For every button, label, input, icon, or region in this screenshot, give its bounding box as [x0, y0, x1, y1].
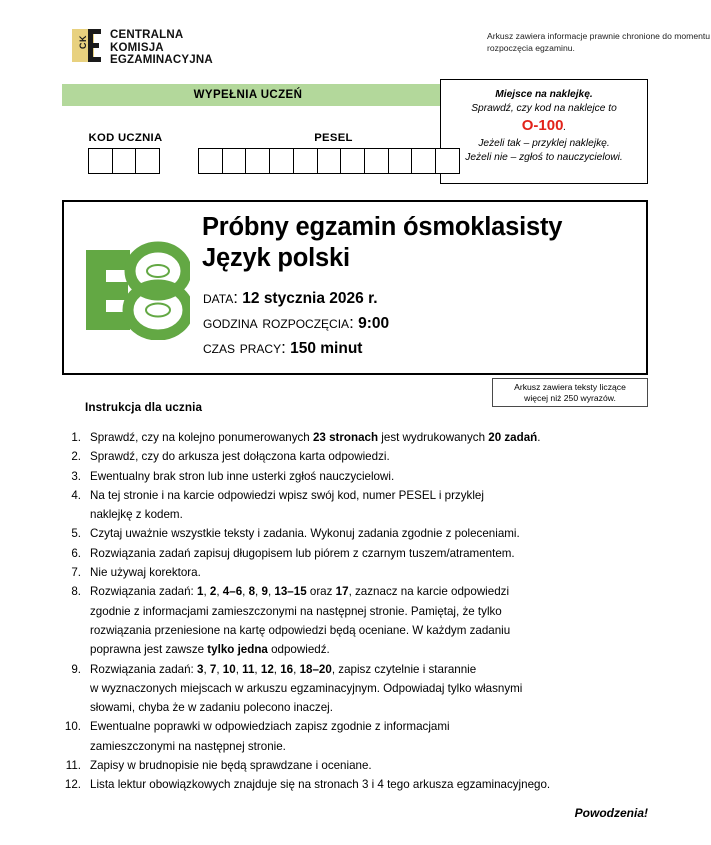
instruction-item — [62, 717, 642, 756]
instruction-text: Rozwiązania zadań: 3, 7, 10, 11, 12, 16, 18–20, zapisz czytelnie i starannie w wyznaczonych miejscach w arkuszu egzaminacyjnym. Odpowiadaj tylko własnymi słowami, chyba że w zadaniu polecono inaczej. — [90, 662, 523, 715]
exam-meta-row-start-time — [203, 311, 389, 336]
exam-meta-value-date: 12 stycznia 2026 r. — [242, 290, 378, 307]
instructions-list — [62, 428, 642, 795]
sticker-code-line — [441, 116, 647, 137]
closing-wish: Powodzenia! — [574, 806, 648, 820]
instruction-item — [62, 582, 642, 659]
instruction-number: 8. — [71, 585, 81, 599]
exam-meta-label-date: data: — [203, 288, 238, 307]
instruction-number: 1. — [71, 431, 81, 444]
sticker-if-no: Jeżeli nie – zgłoś to nauczycielowi. — [465, 152, 623, 163]
exam-title-line-2: Język polski — [202, 244, 350, 272]
sticker-if-yes: Jeżeli tak – przyklej naklejkę. — [478, 138, 610, 149]
cke-logo-text — [110, 29, 213, 67]
cke-logo-line-2: KOMISJA — [110, 41, 164, 54]
instruction-text: Rozwiązania zadań: 1, 2, 4–6, 8, 9, 13–15 oraz 17, zaznacz na karcie odpowiedzi zgodnie z informacjami zamieszczonymi na następnej stronie. Pamiętaj, że tylko rozwiązania przeniesione na kartę odpowiedzi będą oceniane. W każdym zadaniu poprawna jest zawsze tylko jedna odpowiedź. — [90, 585, 511, 657]
e8-logo-icon — [82, 240, 190, 340]
instruction-text: Nie używaj korektora. — [90, 566, 201, 580]
wordcount-notice-box — [492, 378, 648, 407]
kod-ucznia-cell[interactable] — [135, 148, 160, 174]
exam-meta-label-duration: czas pracy: — [203, 338, 286, 357]
sticker-placement-box — [440, 79, 648, 184]
instruction-item — [62, 660, 642, 718]
instruction-text: Rozwiązania zadań zapisuj długopisem lub piórem z czarnym tuszem/atramentem. — [90, 546, 515, 560]
instruction-number: 6. — [71, 546, 81, 560]
exam-meta-value-start-time: 9:00 — [358, 315, 390, 332]
instruction-number: 11. — [65, 759, 81, 773]
exam-meta-row-date — [203, 286, 389, 311]
wordcount-notice-line-1: Arkusz zawiera teksty liczące — [514, 382, 626, 392]
pesel-cell[interactable] — [435, 148, 460, 174]
instruction-text: Ewentualny brak stron lub inne usterki zgłoś nauczycielowi. — [90, 469, 395, 483]
instruction-item — [62, 486, 642, 525]
instruction-number: 2. — [71, 450, 81, 464]
instructions-heading: Instrukcja dla ucznia — [85, 401, 203, 414]
instruction-text: Lista lektur obowiązkowych znajduje się na stronach 3 i 4 tego arkusza egzaminacyjnego. — [90, 778, 551, 792]
instruction-number: 3. — [71, 469, 81, 483]
cke-logo-line-3: EGZAMINACYJNA — [110, 54, 213, 67]
instruction-item — [62, 467, 642, 486]
instruction-item — [62, 544, 642, 563]
exam-title — [202, 212, 632, 274]
sticker-title: Miejsce na naklejkę. — [495, 89, 593, 100]
pesel-cell[interactable] — [364, 148, 389, 174]
exam-meta-value-duration: 150 minut — [290, 340, 363, 357]
pesel-cell[interactable] — [317, 148, 342, 174]
instruction-text: Na tej stronie i na karcie odpowiedzi wpisz swój kod, numer PESEL i przyklej naklejkę z kodem. — [90, 488, 484, 522]
instruction-text: Sprawdź, czy na kolejno ponumerowanych 23 stronach jest wydrukowanych 20 zadań. — [90, 431, 541, 444]
cke-logo — [72, 29, 213, 67]
sticker-code: O-100 — [521, 117, 564, 134]
cke-logo-mark-icon — [72, 29, 101, 62]
kod-ucznia-label: KOD UCZNIA — [88, 132, 163, 144]
pesel-group — [198, 132, 469, 174]
exam-title-line-1: Próbny egzamin ósmoklasisty — [202, 213, 563, 241]
instruction-item — [62, 428, 642, 447]
pesel-cell[interactable] — [293, 148, 318, 174]
cke-logo-mark-text: CK — [78, 35, 88, 49]
instruction-item — [62, 775, 642, 794]
cke-logo-line-1: CENTRALNA — [110, 29, 184, 41]
kod-ucznia-cell[interactable] — [88, 148, 113, 174]
exam-meta-label-start-time: godzina rozpoczęcia: — [203, 313, 354, 332]
wordcount-notice-line-2: więcej niż 250 wyrazów. — [524, 393, 616, 403]
exam-title-box — [62, 200, 648, 375]
instruction-text: Sprawdź, czy do arkusza jest dołączona karta odpowiedzi. — [90, 450, 390, 464]
instruction-number: 9. — [71, 662, 81, 676]
instruction-item — [62, 447, 642, 466]
pesel-cell[interactable] — [411, 148, 436, 174]
instruction-item — [62, 563, 642, 582]
pesel-cell[interactable] — [222, 148, 247, 174]
instruction-number: 7. — [71, 566, 81, 580]
kod-ucznia-group — [88, 132, 163, 174]
sticker-code-suffix: . — [563, 122, 567, 133]
pesel-input[interactable] — [198, 148, 469, 174]
instruction-text: Czytaj uważnie wszystkie teksty i zadania. Wykonuj zadania zgodnie z poleceniami. — [90, 527, 520, 541]
kod-ucznia-cell[interactable] — [112, 148, 137, 174]
instruction-item — [62, 756, 642, 775]
exam-meta — [203, 286, 389, 361]
pesel-cell[interactable] — [269, 148, 294, 174]
pesel-cell[interactable] — [198, 148, 223, 174]
instruction-text: Zapisy w brudnopisie nie będą sprawdzane i oceniane. — [90, 759, 372, 773]
wypelnia-uczen-label: WYPEŁNIA UCZEŃ — [193, 89, 303, 101]
instruction-item — [62, 524, 642, 543]
pesel-cell[interactable] — [388, 148, 413, 174]
instruction-number: 4. — [71, 488, 81, 502]
instruction-text: Ewentualne poprawki w odpowiedziach zapisz zgodnie z informacjami zamieszczonymi na następnej stronie. — [90, 720, 450, 753]
exam-meta-row-duration — [203, 336, 389, 361]
instruction-number: 10. — [64, 720, 81, 734]
sticker-check-text: Sprawdź, czy kod na naklejce to — [471, 103, 617, 114]
pesel-label: PESEL — [314, 132, 353, 144]
confidentiality-notice: Arkusz zawiera informacje prawnie chronione do momentu rozpoczęcia egzaminu. — [487, 31, 711, 53]
kod-ucznia-input[interactable] — [88, 148, 163, 174]
instruction-number: 12. — [64, 778, 81, 792]
instruction-number: 5. — [71, 527, 81, 541]
pesel-cell[interactable] — [245, 148, 270, 174]
pesel-cell[interactable] — [340, 148, 365, 174]
